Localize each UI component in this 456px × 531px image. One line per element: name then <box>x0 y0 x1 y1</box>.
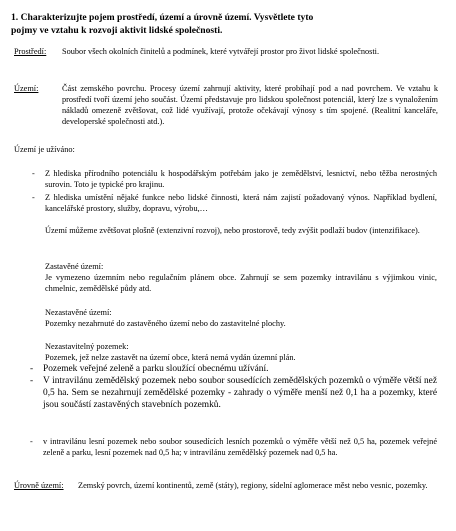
zastavene-text: Je vymezeno územním nebo regulačním plánem obce. Zahrnují se sem pozemky intravilánu s výjimkou vinic, chmelnic, zemědělské půdy atd. <box>45 273 437 293</box>
term-prostredi: Prostředí: <box>14 47 47 56</box>
list-item <box>30 375 437 411</box>
nezastavitelny-text: Pozemek, jež nelze zastavět na území obce, která nemá vydán územní plán. <box>45 353 296 362</box>
definition-uzemi <box>14 83 438 127</box>
usage-list <box>32 168 437 214</box>
list-item <box>32 192 437 214</box>
list-item-text: Pozemek veřejné zeleně a parku sloužící obecnému užívání. <box>43 364 269 374</box>
zvetsovani-paragraph: Území můžeme zvětšovat plošně (extenzivní rozvoj), nebo prostorově, tedy zvýšit podlaží budov (intenzifikace). <box>45 226 420 235</box>
dash-bullet: - <box>30 437 33 446</box>
term-uzemi: Území: <box>14 84 39 93</box>
list-item-text: Z hlediska přírodního potenciálu k hospodářským potřebám jako je zemědělství, lesnictví, nebo těžba nerostných surovin. Toto je typické pro krajinu. <box>45 169 437 189</box>
list-item-text: v intravilánu lesní pozemek nebo soubor sousedících lesních pozemků o výměře větší než 0,5 ha, pozemek veřejné zeleně a parku, lesní pozemek nad 0,5 ha; v intravilánu zemědělský pozemek nad 0,5 ha. <box>43 437 437 457</box>
heading-line-2: pojmy ve vztahu k rozvoji aktivit lidské společnosti. <box>11 25 223 36</box>
nezastavitelny-title: Nezastavitelný pozemek: <box>45 342 129 351</box>
definition-uzemi-text: Část zemského povrchu. Procesy území zahrnují aktivity, které probíhají pod a nad povrchem. Ve vztahu k prostředí tvoří území jeho součást. Území představuje pro lidskou společnost potenciál, který lze s vynaložením nákladů omezeně zvětšovat, což lidé využívají, protože očekávají výnosy s tím spojené. (Realitní kanceláře, developerské společnosti atd.). <box>62 84 438 126</box>
list-item <box>30 436 437 458</box>
dash-bullet: - <box>30 364 34 374</box>
nezastavitelny-list <box>30 363 437 411</box>
question-heading <box>11 11 447 37</box>
dash-bullet: - <box>32 169 35 178</box>
list-item <box>30 363 437 375</box>
nezastavene-text: Pozemky nezahrnuté do zastavěného území nebo do zastavitelné plochy. <box>45 319 286 328</box>
dash-bullet: - <box>30 376 34 386</box>
uzivani-intro: Území je užíváno: <box>14 145 75 154</box>
list-item <box>32 168 437 190</box>
list-item-text: V intravilánu zemědělský pozemek nebo soubor sousedících zemědělských pozemků o výměře větší než 0,5 ha. Sem se nezahrnují zemědělské pozemky - zahrady o výměře menší než 0,1 ha a pozemky, které jsou součástí zastavěných stavebních pozemků. <box>43 376 437 410</box>
lesni-list <box>30 436 437 458</box>
dash-bullet: - <box>32 193 35 202</box>
heading-line-1: 1. Charakterizujte pojem prostředí, území a úrovně území. Vysvětlete tyto <box>11 12 314 23</box>
definition-prostredi-text: Soubor všech okolních činitelů a podmínek, které vytvářejí prostor pro život lidské společnosti. <box>62 47 380 56</box>
definition-urovne <box>14 480 438 491</box>
zastavene-title: Zastavěné území: <box>45 262 104 271</box>
definition-prostredi <box>14 46 438 57</box>
nezastavene-title: Nezastavěné území: <box>45 308 112 317</box>
term-urovne: Úrovně území: <box>14 481 64 490</box>
definition-urovne-text: Zemský povrch, území kontinentů, země (státy), regiony, sídelní aglomerace měst nebo vesnic, pozemky. <box>78 481 428 490</box>
list-item-text: Z hlediska umístění nějaké funkce nebo lidské činnosti, která nám zajistí požadovaný výnos. Například bydlení, kancelářské prostory, služby, dopravu, výrobu,… <box>45 193 437 213</box>
